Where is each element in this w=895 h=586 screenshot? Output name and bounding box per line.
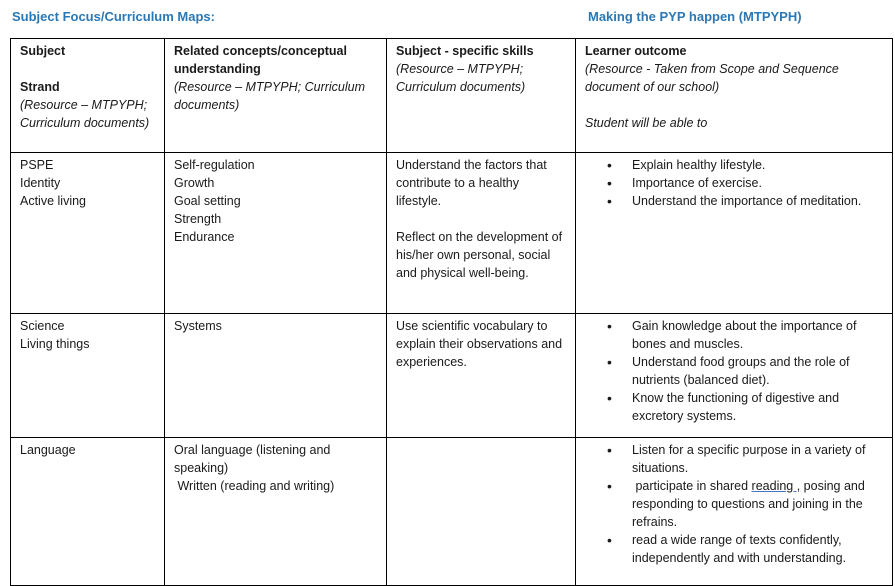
header-cell-subject (11, 39, 165, 153)
concept-line: Self-regulation (174, 158, 255, 172)
concept-line: Goal setting (174, 194, 241, 208)
outcome-item: • read a wide range of texts confidently, independently and with understanding. (585, 531, 883, 567)
curriculum-table (10, 38, 893, 586)
header-cell-concepts (165, 39, 387, 153)
header-outcome-note2: Student will be able to (585, 116, 708, 130)
subject-line: Living things (20, 337, 90, 351)
header-strand-title: Strand (20, 80, 60, 94)
skills-cell (387, 314, 576, 438)
skill-text: Understand the factors that contribute to a healthy lifestyle. (396, 158, 547, 208)
outcome-item: • Explain healthy lifestyle. (585, 156, 883, 174)
table-row (11, 153, 893, 314)
outcomes-cell (576, 314, 893, 438)
outcome-item: • Understand food groups and the role of nutrients (balanced diet). (585, 353, 883, 389)
subject-line: PSPE (20, 158, 54, 172)
table-row (11, 438, 893, 586)
header-subject-title: Subject (20, 44, 66, 58)
outcome-item: • Know the functioning of digestive and excretory systems. (585, 389, 883, 425)
outcome-item: • Gain knowledge about the importance of bones and muscles. (585, 317, 883, 353)
skill-text: Use scientific vocabulary to explain their observations and experiences. (396, 319, 563, 369)
concepts-cell (165, 153, 387, 314)
concepts-cell (165, 438, 387, 586)
subject-line: Identity (20, 176, 61, 190)
skills-cell (387, 438, 576, 586)
subject-line: Active living (20, 194, 86, 208)
outcome-item: • Importance of exercise. (585, 174, 883, 192)
header-cell-skills (387, 39, 576, 153)
skill-text: Reflect on the development of his/her own personal, social and physical well-being. (396, 230, 563, 280)
header-subject-note: (Resource – MTPYPH; Curriculum documents) (20, 98, 150, 130)
header-outcome-title: Learner outcome (585, 44, 687, 58)
subject-cell (11, 438, 165, 586)
page-heading-right: Making the PYP happen (MTPYPH) (588, 9, 802, 24)
outcomes-cell (576, 438, 893, 586)
outcome-text-part: participate in shared (632, 479, 749, 493)
outcome-list (585, 317, 883, 425)
header-concepts-title: Related concepts/conceptual understanding (174, 44, 347, 76)
concept-line: Systems (174, 319, 222, 333)
outcomes-cell (576, 153, 893, 314)
concept-line: Oral language (listening and speaking) (174, 443, 331, 475)
header-cell-outcome (576, 39, 893, 153)
subject-cell (11, 314, 165, 438)
outcome-item (585, 477, 883, 531)
concept-line: Growth (174, 176, 215, 190)
subject-line: Science (20, 319, 65, 333)
concept-line: Endurance (174, 230, 235, 244)
header-skills-note: (Resource – MTPYPH; Curriculum documents) (396, 62, 526, 94)
table-header-row (11, 39, 893, 153)
spellcheck-underlined-word: reading , (751, 479, 801, 493)
concept-line: Strength (174, 212, 222, 226)
outcome-list (585, 441, 883, 567)
page-heading-left: Subject Focus/Curriculum Maps: (12, 9, 215, 24)
header-concepts-note: (Resource – MTPYPH; Curriculum documents) (174, 80, 366, 112)
outcome-text-part: posing and responding to questions and joining in the refrains. (632, 479, 865, 529)
outcome-item: • Understand the importance of meditation. (585, 192, 883, 210)
outcome-list (585, 156, 883, 210)
header-outcome-note: (Resource - Taken from Scope and Sequence document of our school) (585, 62, 839, 94)
skills-cell (387, 153, 576, 314)
table-row (11, 314, 893, 438)
concept-line: Written (reading and writing) (174, 479, 335, 493)
subject-cell (11, 153, 165, 314)
subject-line: Language (20, 443, 76, 457)
outcome-item: • Listen for a specific purpose in a variety of situations. (585, 441, 883, 477)
header-skills-title: Subject - specific skills (396, 44, 534, 58)
concepts-cell (165, 314, 387, 438)
